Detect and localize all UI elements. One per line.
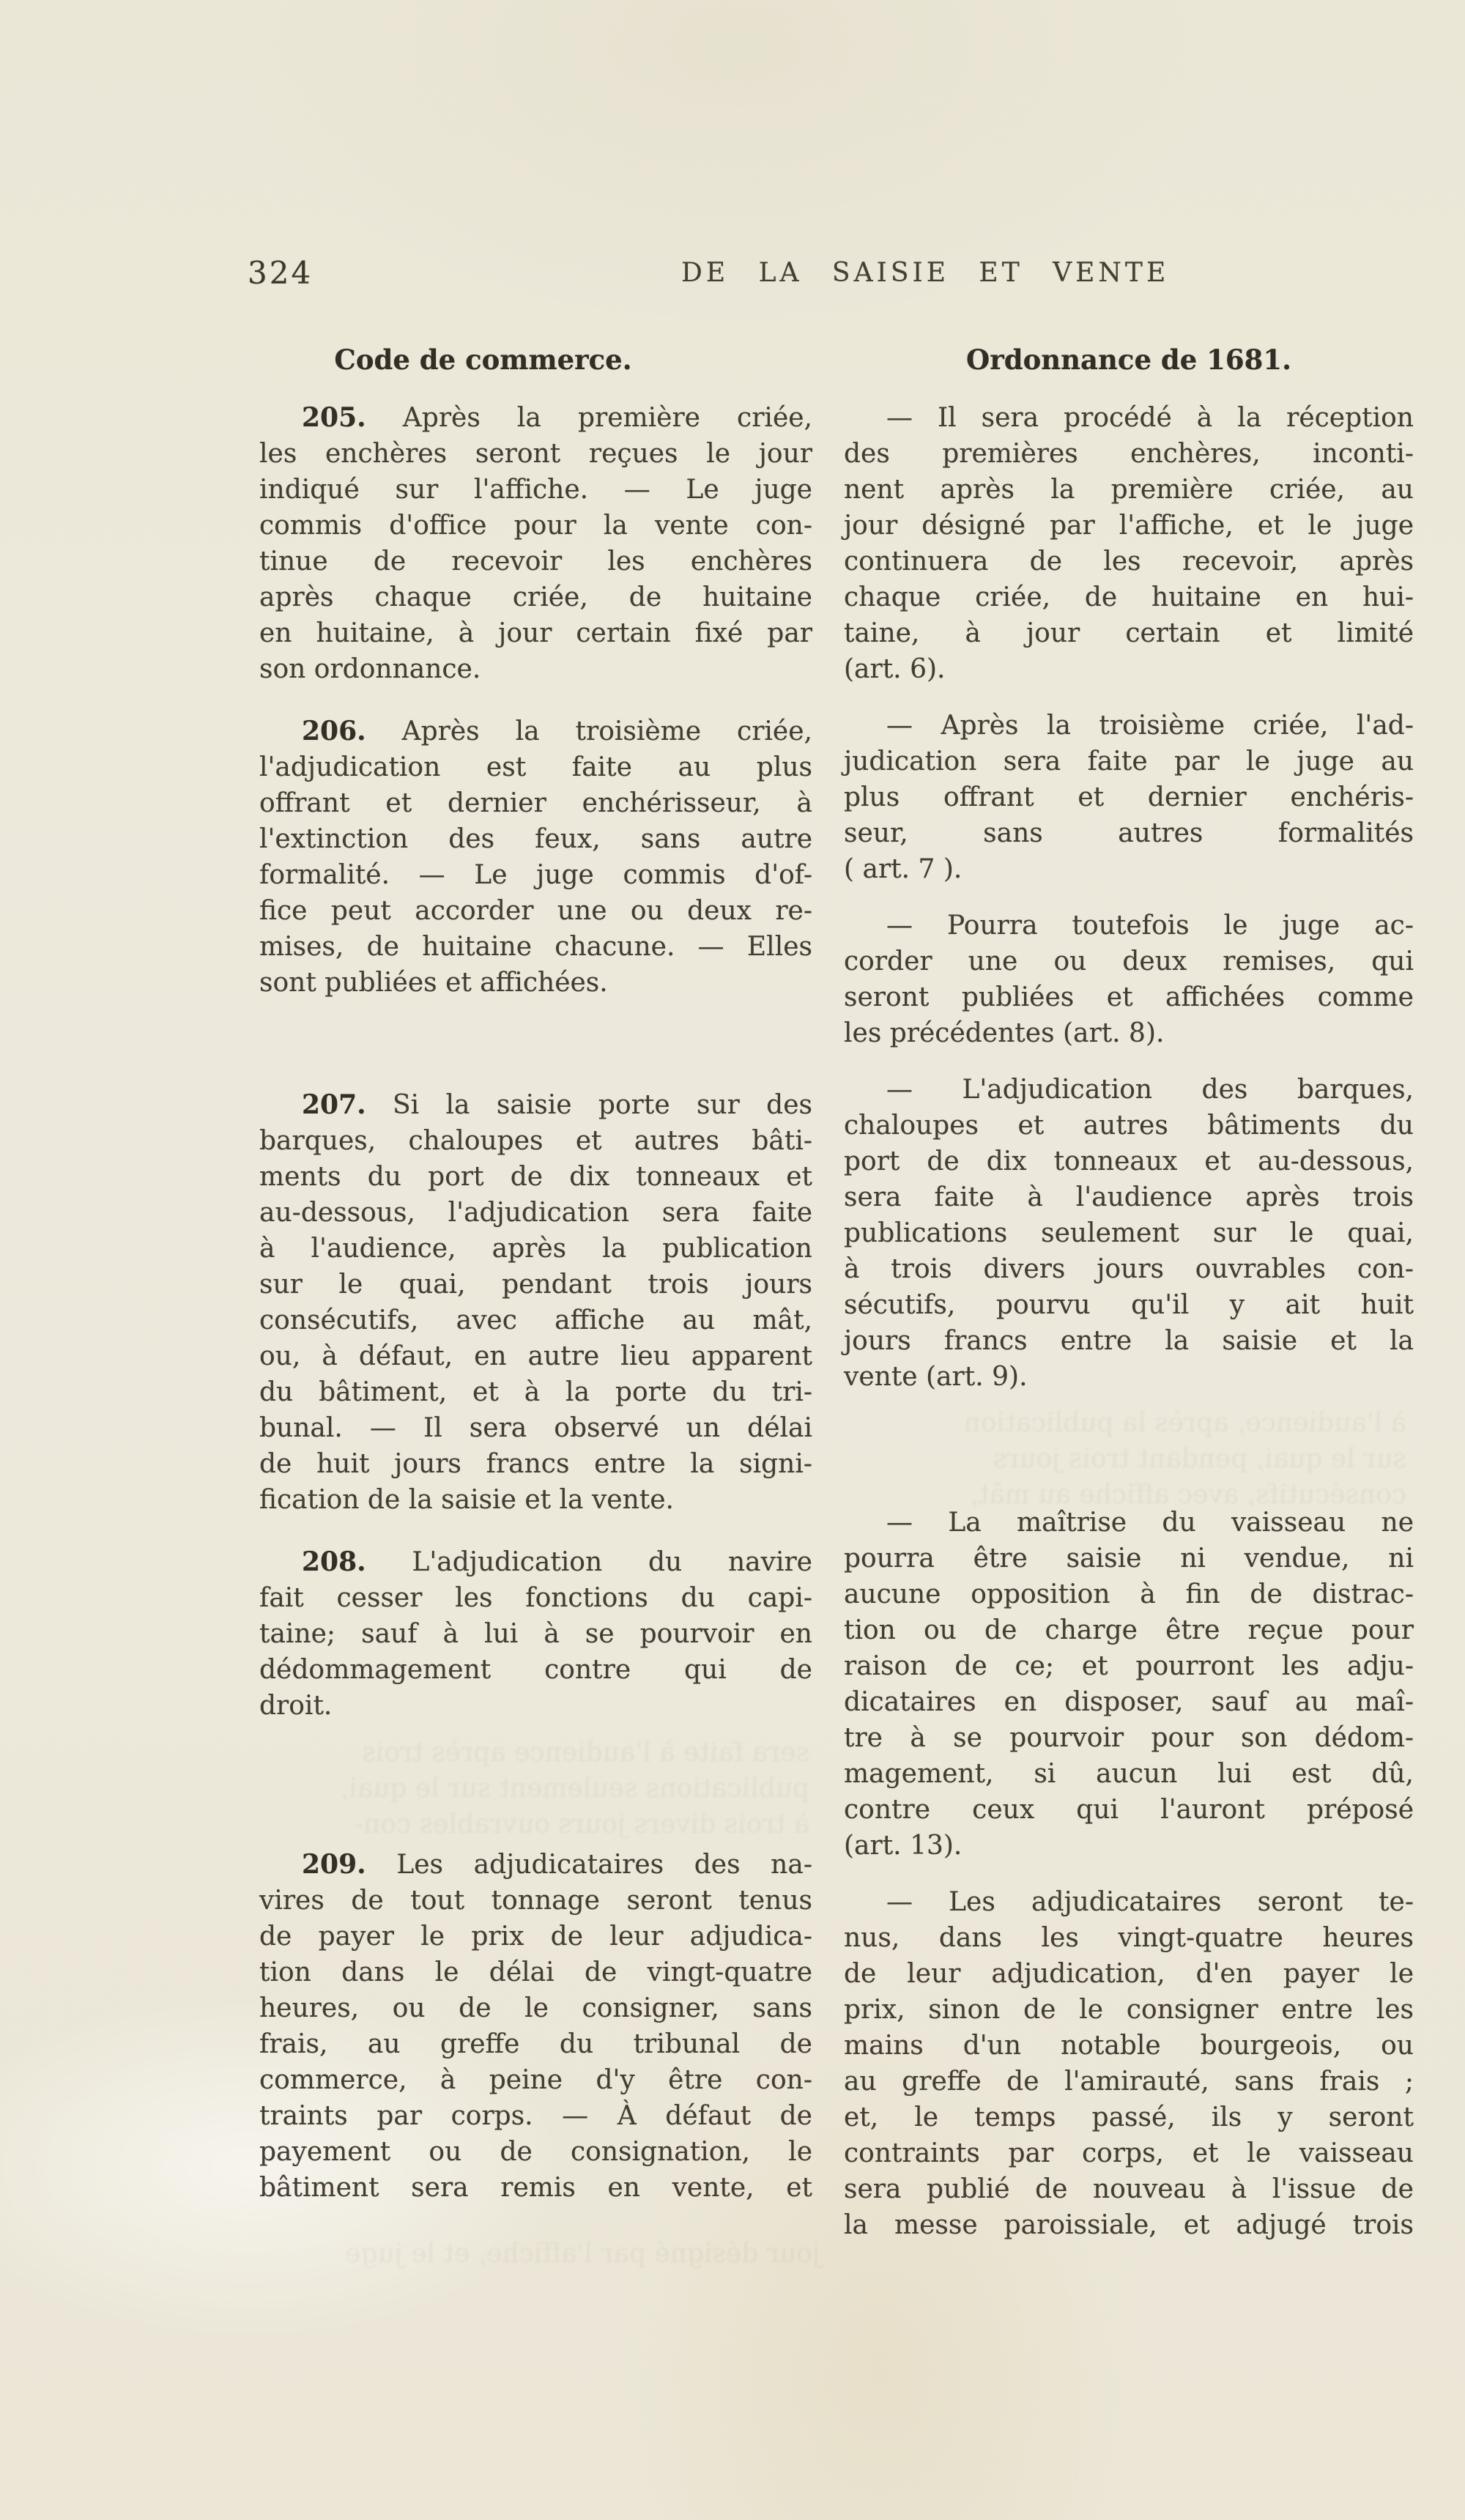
- text-line: jour désigné par l'affiche, et le juge: [844, 511, 1414, 541]
- text-line: tion ou de charge être reçue pour: [844, 1615, 1414, 1645]
- text-line: de leur adjudication, d'en payer le: [844, 1959, 1414, 1989]
- text-line: heures, ou de le consigner, sans: [259, 1993, 812, 2023]
- text-line: vires de tout tonnage seront tenus: [259, 1886, 812, 1916]
- paragraph: [844, 908, 1414, 1051]
- text-line: vente (art. 9).: [844, 1362, 1028, 1392]
- text-line: indiqué sur l'affiche. — Le juge: [259, 475, 812, 505]
- text-line: les enchères seront reçues le jour: [259, 439, 812, 469]
- text-line: 209. Les adjudicataires des na-: [302, 1849, 812, 1880]
- text-line: les précédentes (art. 8).: [844, 1018, 1165, 1048]
- text-line: mains d'un notable bourgeois, ou: [844, 2031, 1414, 2061]
- text-line: tion dans le délai de vingt-quatre: [259, 1957, 812, 1987]
- text-line: sont publiées et affichées.: [259, 968, 608, 998]
- paragraph: [844, 1884, 1414, 2243]
- text-line: traints par corps. — À défaut de: [259, 2101, 812, 2131]
- text-line: contre ceux qui l'auront préposé: [844, 1795, 1414, 1825]
- text-line: chaloupes et autres bâtiments du: [844, 1111, 1414, 1141]
- text-line: — Les adjudicataires seront te-: [886, 1887, 1414, 1917]
- text-line: formalité. — Le juge commis d'of-: [259, 860, 812, 890]
- text-line: contraints par corps, et le vaisseau: [844, 2138, 1414, 2168]
- text-line: fait cesser les fonctions du capi-: [259, 1583, 812, 1613]
- text-line: l'adjudication est faite au plus: [259, 752, 812, 782]
- text-line: — Après la troisième criée, l'ad-: [886, 711, 1414, 741]
- text-line: magement, si aucun lui est dû,: [844, 1759, 1414, 1789]
- text-line: droit.: [259, 1691, 333, 1721]
- text-line: dédommagement contre qui de: [259, 1655, 812, 1685]
- text-line: au-dessous, l'adjudication sera faite: [259, 1198, 812, 1228]
- text-line: des premières enchères, inconti-: [844, 439, 1414, 469]
- text-line: 208. L'adjudication du navire: [302, 1546, 812, 1577]
- text-line: continuera de les recevoir, après: [844, 546, 1414, 577]
- text-line: ( art. 7 ).: [844, 854, 963, 884]
- text-line: plus offrant et dernier enchéris-: [844, 782, 1414, 812]
- text-line: fice peut accorder une ou deux re-: [259, 896, 812, 926]
- text-line: au greffe de l'amirauté, sans frais ;: [844, 2067, 1414, 2097]
- ink-bleed-through: jour désigné par l'affiche, et le juge: [345, 2239, 820, 2269]
- text-line: payement ou de consignation, le: [259, 2137, 812, 2167]
- article-number: 207.: [302, 1089, 366, 1120]
- article: [259, 714, 812, 1001]
- text-line: bâtiment sera remis en vente, et: [259, 2173, 812, 2203]
- text-line: sur le quai, pendant trois jours: [259, 1270, 812, 1300]
- text-line: fication de la saisie et la vente.: [259, 1485, 674, 1515]
- text-line: à l'audience, après la publication: [259, 1234, 812, 1264]
- text-line: et, le temps passé, ils y seront: [844, 2102, 1414, 2132]
- text-line: 206. Après la troisième criée,: [302, 716, 812, 746]
- text-line: (art. 13).: [844, 1831, 963, 1861]
- text-line: sera publié de nouveau à l'issue de: [844, 2174, 1414, 2204]
- column-code-de-commerce: [259, 343, 812, 2206]
- text-line: 207. Si la saisie porte sur des: [302, 1089, 812, 1120]
- text-line: corder une ou deux remises, qui: [844, 946, 1414, 976]
- column-heading-right: Ordonnance de 1681.: [965, 344, 1292, 376]
- text-line: jours francs entre la saisie et la: [844, 1326, 1414, 1356]
- text-line: dicataires en disposer, sauf au maî-: [844, 1687, 1414, 1717]
- text-line: — La maîtrise du vaisseau ne: [886, 1508, 1414, 1538]
- text-line: l'extinction des feux, sans autre: [259, 824, 812, 854]
- ink-bleed-through: sera faite à l'audience après trois publications seulement sur le quai, à trois divers jours ouvrables con-: [340, 1738, 809, 1839]
- text-line: frais, au greffe du tribunal de: [259, 2029, 812, 2059]
- text-line: port de dix tonneaux et au-dessous,: [844, 1146, 1414, 1176]
- text-line: sécutifs, pourvu qu'il y ait huit: [844, 1290, 1414, 1320]
- text-line: commis d'office pour la vente con-: [259, 511, 812, 541]
- text-line: taine, à jour certain et limité: [844, 618, 1414, 648]
- article: [259, 1544, 812, 1724]
- text-line: taine; sauf à lui à se pourvoir en: [259, 1619, 812, 1649]
- text-line: en huitaine, à jour certain fixé par: [259, 618, 812, 648]
- text-line: nent après la première criée, au: [844, 475, 1414, 505]
- text-line: chaque criée, de huitaine en hui-: [844, 582, 1414, 612]
- text-line: aucune opposition à fin de distrac-: [844, 1579, 1414, 1609]
- text-line: de payer le prix de leur adjudica-: [259, 1922, 812, 1952]
- text-line: pourra être saisie ni vendue, ni: [844, 1544, 1414, 1574]
- paragraph: [844, 1505, 1414, 1864]
- text-line: ou, à défaut, en autre lieu apparent: [259, 1341, 812, 1371]
- column-heading-left: Code de commerce.: [334, 344, 632, 376]
- text-line: ments du port de dix tonneaux et: [259, 1162, 812, 1192]
- article: [259, 1087, 812, 1518]
- article-number: 206.: [302, 716, 366, 746]
- article-number: 209.: [302, 1849, 366, 1880]
- ink-bleed-through: à l'audience, après la publication sur le quai, pendant trois jours consécutifs, avec affiche au mât,: [963, 1408, 1406, 1510]
- text-line: barques, chaloupes et autres bâti-: [259, 1126, 812, 1156]
- text-line: après chaque criée, de huitaine: [259, 582, 812, 612]
- text-line: — Pourra toutefois le juge ac-: [886, 911, 1414, 941]
- text-line: — Il sera procédé à la réception: [886, 403, 1414, 433]
- text-line: tinue de recevoir les enchères: [259, 546, 812, 577]
- text-line: du bâtiment, et à la porte du tri-: [259, 1377, 812, 1407]
- paragraph: [844, 1072, 1414, 1395]
- text-line: (art. 6).: [844, 654, 946, 684]
- paragraph: [844, 400, 1414, 687]
- text-line: de huit jours francs entre la signi-: [259, 1449, 812, 1479]
- text-line: offrant et dernier enchérisseur, à: [259, 788, 812, 818]
- text-line: nus, dans les vingt-quatre heures: [844, 1923, 1414, 1953]
- text-line: son ordonnance.: [259, 654, 481, 684]
- text-line: seur, sans autres formalités: [844, 818, 1414, 848]
- article: [259, 1847, 812, 2206]
- article: [259, 400, 812, 687]
- text-line: prix, sinon de le consigner entre les: [844, 1995, 1414, 2025]
- text-line: 205. Après la première criée,: [302, 402, 812, 433]
- text-line: — L'adjudication des barques,: [886, 1075, 1414, 1105]
- text-line: la messe paroissiale, et adjugé trois: [844, 2210, 1414, 2240]
- text-line: bunal. — Il sera observé un délai: [259, 1413, 812, 1443]
- text-line: tre à se pourvoir pour son dédom-: [844, 1723, 1414, 1753]
- text-line: raison de ce; et pourront les adju-: [844, 1651, 1414, 1681]
- text-line: publications seulement sur le quai,: [844, 1218, 1414, 1248]
- text-line: commerce, à peine d'y être con-: [259, 2065, 812, 2095]
- text-line: seront publiées et affichées comme: [844, 982, 1414, 1012]
- text-line: à trois divers jours ouvrables con-: [844, 1254, 1414, 1284]
- page-number: 324: [248, 255, 314, 291]
- running-title: DE LA SAISIE ET VENTE: [681, 258, 1170, 288]
- text-line: mises, de huitaine chacune. — Elles: [259, 932, 812, 962]
- text-line: consécutifs, avec affiche au mât,: [259, 1305, 812, 1335]
- article-number: 205.: [302, 402, 366, 433]
- paragraph: [844, 708, 1414, 887]
- article-number: 208.: [302, 1546, 366, 1577]
- column-ordonnance-1681: [844, 343, 1414, 2243]
- text-line: judication sera faite par le juge au: [844, 746, 1414, 777]
- text-line: sera faite à l'audience après trois: [844, 1182, 1414, 1212]
